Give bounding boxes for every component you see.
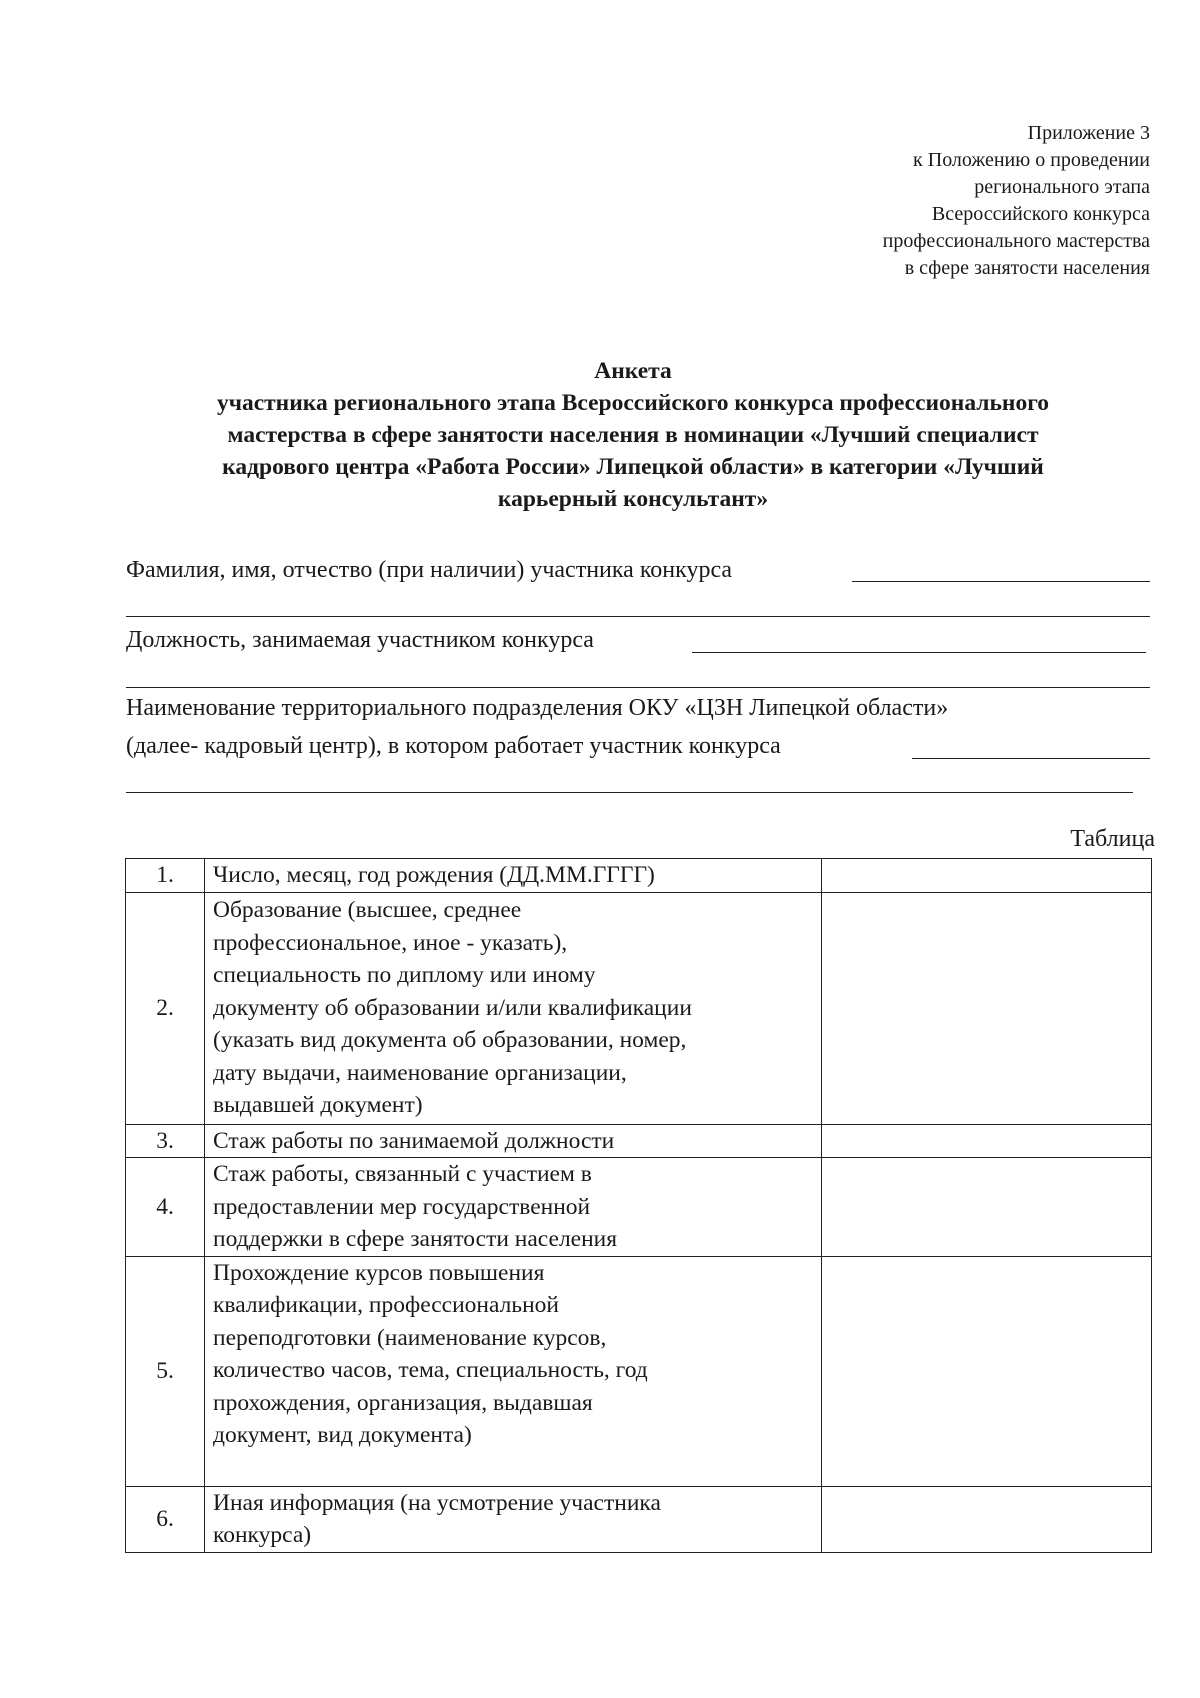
- document-title: [120, 355, 1146, 515]
- row-value-cell[interactable]: [822, 1158, 1152, 1257]
- row-number: 1.: [126, 859, 205, 893]
- row-label-line: Прохождение курсов повышения: [213, 1259, 545, 1286]
- row-label-line: поддержки в сфере занятости населения: [213, 1226, 618, 1252]
- row-label-line: конкурса): [213, 1522, 312, 1548]
- row-label-line: прохождения, организация, выдавшая: [213, 1389, 593, 1416]
- subdivision-label-line2: (далее- кадровый центр), в котором работает участник конкурса: [126, 733, 781, 759]
- subdivision-fill-line[interactable]: [912, 758, 1150, 759]
- row-label-line: выдавшей документ): [213, 1092, 423, 1119]
- title-subtitle-line: участника регионального этапа Всероссийского конкурса профессионального: [216, 390, 1050, 416]
- title-subtitle-line: кадрового центра «Работа России» Липецкой области» в категории «Лучший: [222, 454, 1044, 480]
- row-label: [205, 1158, 822, 1257]
- row-label-line: дату выдачи, наименование организации,: [213, 1059, 627, 1086]
- row-label-line: предоставлении мер государственной: [213, 1193, 591, 1220]
- appendix-line: профессионального мастерства: [882, 230, 1150, 252]
- fio-fill-line[interactable]: [852, 581, 1150, 582]
- row-value-cell[interactable]: [822, 1486, 1152, 1552]
- title-main: Анкета: [594, 358, 672, 384]
- row-label-line: (указать вид документа об образовании, номер,: [213, 1027, 687, 1054]
- row-label: [205, 892, 822, 1124]
- row-value-cell[interactable]: [822, 1124, 1152, 1158]
- row-number: 5.: [126, 1256, 205, 1486]
- row-label-line: Стаж работы, связанный с участием в: [213, 1161, 592, 1187]
- row-label: [205, 1256, 822, 1486]
- row-label-line: переподготовки (наименование курсов,: [213, 1324, 607, 1351]
- table-row: [126, 1256, 1152, 1486]
- row-label-line: количество часов, тема, специальность, год: [213, 1357, 648, 1383]
- row-value-cell[interactable]: [822, 859, 1152, 893]
- table-row: [126, 859, 1152, 893]
- row-label-line: Иная информация (на усмотрение участника: [213, 1489, 661, 1516]
- title-subtitle-line: карьерный консультант»: [497, 486, 769, 512]
- row-number: 4.: [126, 1158, 205, 1257]
- title-subtitle-line: мастерства в сфере занятости населения в номинации «Лучший специалист: [227, 422, 1039, 448]
- questionnaire-table: [125, 858, 1152, 1553]
- row-value-cell[interactable]: [822, 1256, 1152, 1486]
- appendix-header: [650, 120, 1150, 282]
- table-row: [126, 892, 1152, 1124]
- row-label-line: Образование (высшее, среднее: [213, 897, 522, 924]
- table-row: [126, 1158, 1152, 1257]
- table-row: [126, 1486, 1152, 1552]
- row-value-cell[interactable]: [822, 892, 1152, 1124]
- position-fill-line[interactable]: [692, 652, 1146, 653]
- fio-fill-line-2[interactable]: [126, 616, 1150, 617]
- row-label-line: Стаж работы по занимаемой должности: [213, 1127, 615, 1154]
- appendix-line: Всероссийского конкурса: [931, 203, 1150, 225]
- row-label-line: квалификации, профессиональной: [213, 1292, 559, 1318]
- row-label-line: специальность по диплому или иному: [213, 962, 596, 989]
- appendix-line: регионального этапа: [974, 176, 1150, 198]
- subdivision-fill-line-2[interactable]: [126, 792, 1133, 793]
- row-number: 2.: [126, 892, 205, 1124]
- row-number: 6.: [126, 1486, 205, 1552]
- row-number: 3.: [126, 1124, 205, 1158]
- fio-label: Фамилия, имя, отчество (при наличии) участника конкурса: [126, 557, 733, 583]
- row-label-line: Число, месяц, год рождения (ДД.ММ.ГГГГ): [213, 862, 655, 888]
- row-label-line: документ, вид документа): [213, 1422, 472, 1448]
- row-label-line: документу об образовании и/или квалификации: [213, 994, 692, 1021]
- appendix-line: в сфере занятости населения: [904, 257, 1150, 279]
- row-label: [205, 859, 822, 893]
- table-caption: Таблица: [1070, 826, 1155, 852]
- appendix-line: к Положению о проведении: [913, 149, 1150, 171]
- subdivision-label-line1: Наименование территориального подразделения ОКУ «ЦЗН Липецкой области»: [126, 695, 949, 721]
- row-label-line: профессиональное, иное - указать),: [213, 929, 568, 956]
- position-fill-line-2[interactable]: [126, 687, 1150, 688]
- row-label: [205, 1124, 822, 1158]
- position-label: Должность, занимаемая участником конкурса: [126, 627, 594, 653]
- row-label: [205, 1486, 822, 1552]
- table-row: [126, 1124, 1152, 1158]
- appendix-line: Приложение 3: [1027, 122, 1150, 144]
